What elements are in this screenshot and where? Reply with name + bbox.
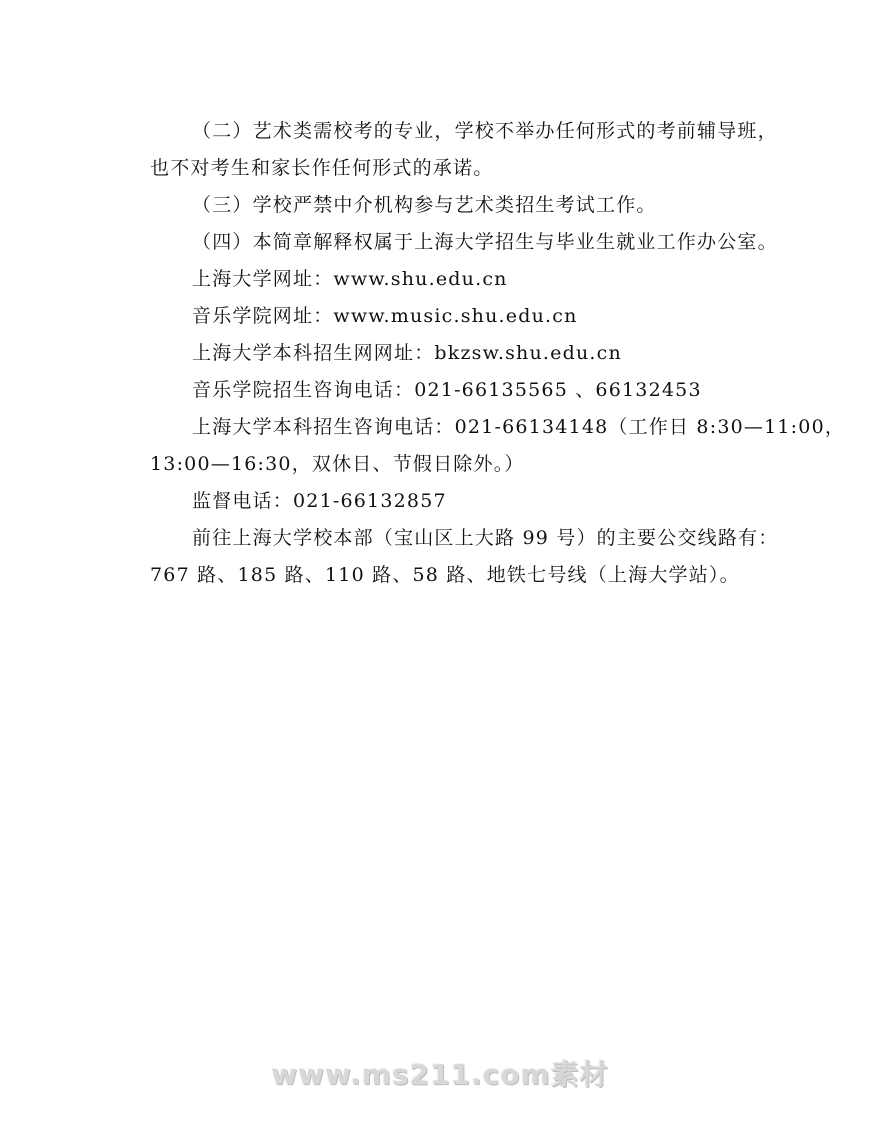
paragraph-interpretation-right: （四）本简章解释权属于上海大学招生与毕业生就业工作办公室。: [192, 231, 778, 253]
paragraph-art-exam-line2: 也不对考生和家长作任何形式的承诺。: [150, 157, 494, 179]
admission-phone-line2: 13:00—16:30，双休日、节假日除外。）: [150, 453, 525, 475]
document-body: [150, 113, 846, 594]
paragraph-art-exam-line1: （二）艺术类需校考的专业，学校不举办任何形式的考前辅导班，: [192, 120, 778, 142]
admission-website: 上海大学本科招生网网址：bkzsw.shu.edu.cn: [192, 342, 622, 364]
bus-routes-line1: 前往上海大学校本部（宝山区上大路 99 号）的主要公交线路有：: [192, 527, 779, 549]
supervision-phone: 监督电话：021-66132857: [192, 490, 447, 512]
paragraph-agency-ban: （三）学校严禁中介机构参与艺术类招生考试工作。: [192, 194, 657, 216]
admission-phone-line1: 上海大学本科招生咨询电话：021-66134148（工作日 8:30—11:00，: [192, 416, 846, 438]
university-website: 上海大学网址：www.shu.edu.cn: [192, 268, 508, 290]
bus-routes-line2: 767 路、185 路、110 路、58 路、地铁七号线（上海大学站）。: [150, 564, 740, 586]
music-school-phone: 音乐学院招生咨询电话：021-66135565 、66132453: [192, 379, 702, 401]
music-school-website: 音乐学院网址：www.music.shu.edu.cn: [192, 305, 578, 327]
watermark-text: www.ms211.com素材: [271, 1058, 609, 1091]
